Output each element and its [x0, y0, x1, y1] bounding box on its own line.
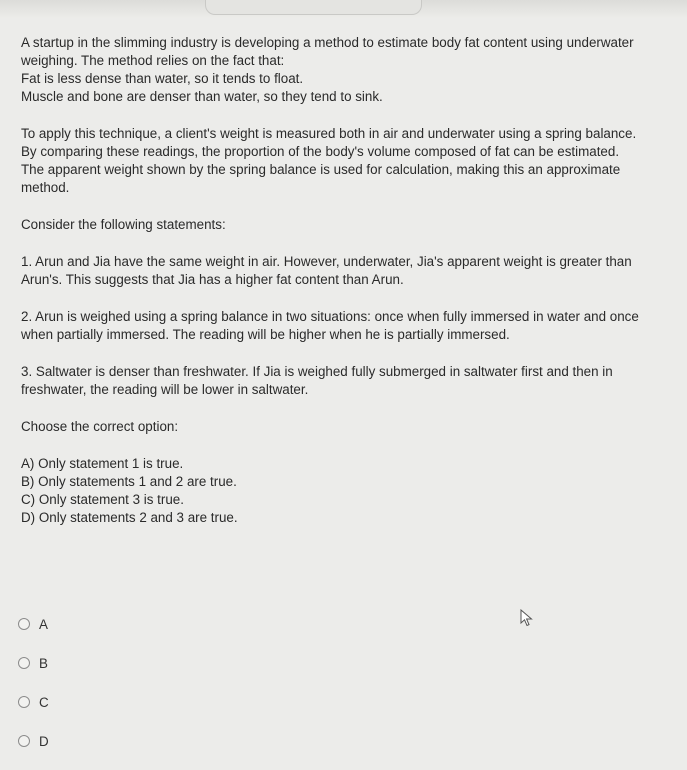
option-b-label[interactable]: B — [39, 655, 48, 671]
radio-circle-icon[interactable] — [18, 696, 30, 708]
consider-heading: Consider the following statements: — [21, 217, 226, 232]
option-b[interactable] — [18, 653, 318, 673]
passage-muscle-line: Muscle and bone are denser than water, so they tend to sink. — [21, 89, 383, 104]
passage-intro: A startup in the slimming industry is developing a method to estimate body fat content using underwater weighing. The method relies on the fact that: — [21, 35, 634, 68]
option-d-label[interactable]: D — [39, 733, 49, 749]
statement-1: 1. Arun and Jia have the same weight in air. However, underwater, Jia's apparent weight is greater than Arun's. This suggests that Jia has a higher fat content than Arun. — [21, 254, 632, 287]
passage-fat-line: Fat is less dense than water, so it tends to float. — [21, 71, 304, 86]
statement-2: 2. Arun is weighed using a spring balance in two situations: once when fully immersed in water and once when partially immersed. The reading will be higher when he is partially immersed. — [21, 309, 639, 342]
option-c-label[interactable]: C — [39, 694, 49, 710]
option-c[interactable] — [18, 692, 318, 712]
choose-heading: Choose the correct option: — [21, 419, 179, 434]
option-a-label[interactable]: A — [39, 616, 48, 632]
top-strip — [0, 0, 687, 18]
choice-d-text: D) Only statements 2 and 3 are true. — [21, 510, 238, 525]
passage-method: To apply this technique, a client's weight is measured both in air and underwater using a spring balance. By comparing these readings, the proportion of the body's volume composed of fat can be estimated. — [21, 126, 637, 159]
tab-edge — [205, 0, 422, 15]
choice-b-text: B) Only statements 1 and 2 are true. — [21, 474, 237, 489]
question-text — [21, 34, 651, 527]
statement-3: 3. Saltwater is denser than freshwater. If Jia is weighed fully submerged in saltwater first and then in freshwater, the reading will be lower in saltwater. — [21, 364, 613, 397]
answer-options — [18, 614, 318, 770]
radio-circle-icon[interactable] — [18, 618, 30, 630]
choice-c-text: C) Only statement 3 is true. — [21, 492, 184, 507]
passage-approximate: The apparent weight shown by the spring balance is used for calculation, making this an approximate method. — [21, 162, 621, 195]
option-d[interactable] — [18, 731, 318, 751]
choice-a-text: A) Only statement 1 is true. — [21, 456, 184, 471]
mouse-pointer-icon — [520, 609, 534, 627]
option-a[interactable] — [18, 614, 318, 634]
radio-circle-icon[interactable] — [18, 735, 30, 747]
radio-circle-icon[interactable] — [18, 657, 30, 669]
